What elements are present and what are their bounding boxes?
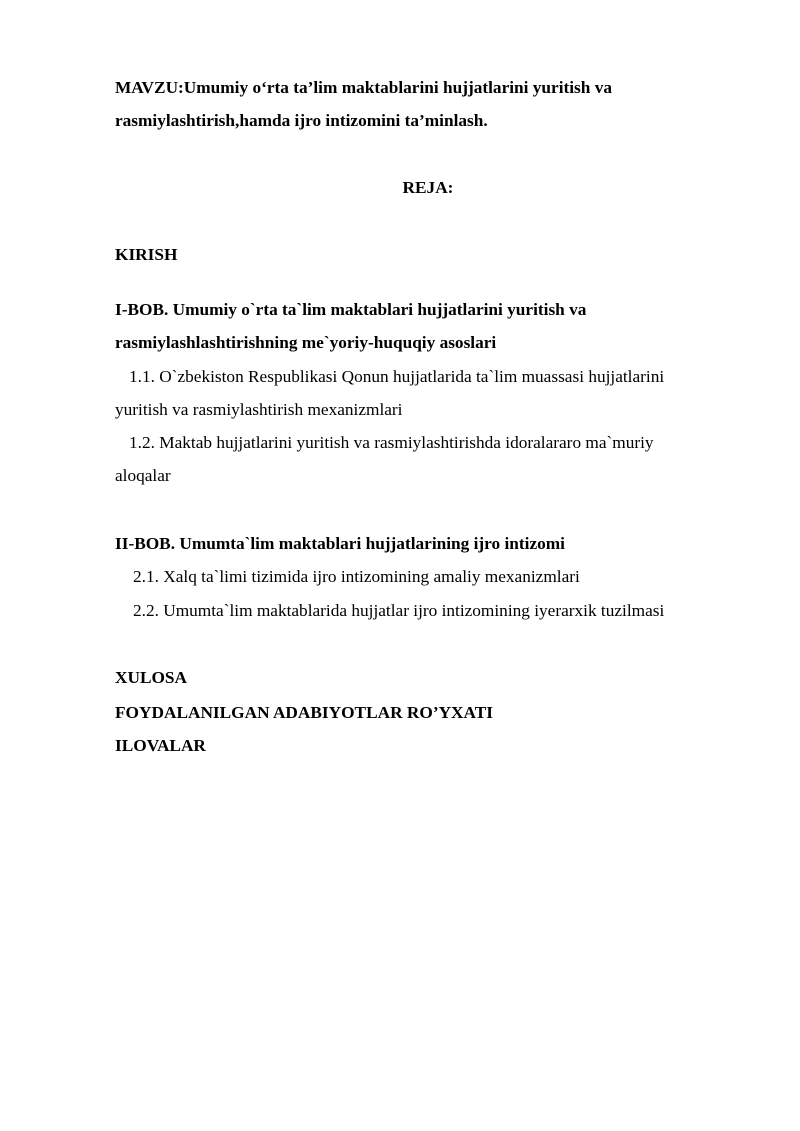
- chapter-2-title: II-BOB. Umumta`lim maktablari hujjatlarining ijro intizomi: [115, 534, 565, 553]
- plan-heading: REJA:: [402, 178, 454, 197]
- topic-title-line-2: rasmiylashtirish,hamda ijro intizomini ta’minlash.: [115, 111, 488, 130]
- references-heading: FOYDALANILGAN ADABIYOTLAR RO’YXATI: [115, 703, 493, 722]
- section-2-2: 2.2. Umumta`lim maktablarida hujjatlar ijro intizomining iyerarxik tuzilmasi: [133, 601, 665, 620]
- chapter-1-title-line-1: I-BOB. Umumiy o`rta ta`lim maktablari hujjatlarini yuritish va: [115, 300, 587, 319]
- intro-heading: KIRISH: [115, 245, 178, 264]
- section-1-1-line-2: yuritish va rasmiylashtirish mexanizmlari: [115, 400, 403, 419]
- section-1-2-line-2: aloqalar: [115, 466, 171, 485]
- section-2-1: 2.1. Xalq ta`limi tizimida ijro intizomining amaliy mexanizmlari: [133, 567, 580, 586]
- chapter-1-title-line-2: rasmiylashlashtirishning me`yoriy-huquqiy asoslari: [115, 333, 497, 352]
- section-1-2-line-1: 1.2. Maktab hujjatlarini yuritish va rasmiylashtirishda idoralararo ma`muriy: [129, 433, 654, 452]
- appendices-heading: ILOVALAR: [115, 736, 206, 755]
- section-1-1-line-1: 1.1. O`zbekiston Respublikasi Qonun hujjatlarida ta`lim muassasi hujjatlarini: [129, 367, 665, 386]
- conclusion-heading: XULOSA: [115, 668, 188, 687]
- topic-title-line-1: MAVZU:Umumiy o‘rta ta’lim maktablarini hujjatlarini yuritish va: [115, 78, 612, 97]
